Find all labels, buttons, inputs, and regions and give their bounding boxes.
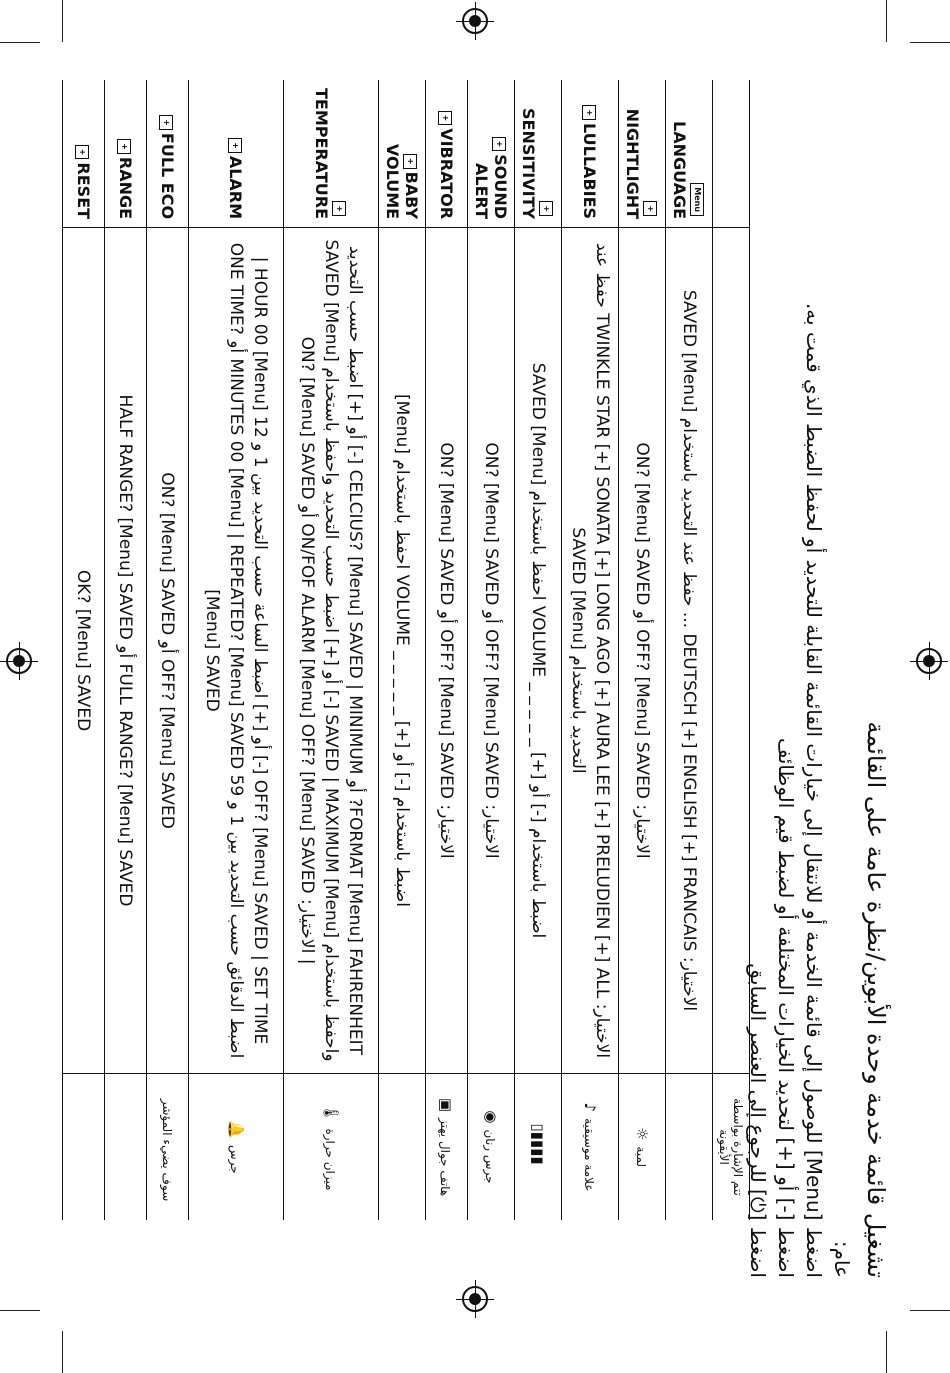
instruction-line-1: اضغط [Menu] للوصول إلى قائمة الخدمة أو للانتقال إلى خيارات القائمة القابلة للتحديد أو لحفظ الضبط الذي قمت به. [802,302,826,1278]
row-icon-label: علامة موسيقية [582,1118,596,1192]
intro-label: عام: [830,1240,854,1278]
row-icon-label: ميزان حرارة [323,1128,337,1191]
row-description: OFF? [Menu] SAVED | SET TIME [-] أو [+] اضبط الساعة حسب التحديد بين 1 و 12 HOUR 00 [Menu] | اضبط الدقائق حسب التحديد بين 1 و 59 MINUTES 00 [Menu] | REPEATED? [Menu] SAVED أو ONE TIME? [Menu] SAVED [189,228,284,1074]
function-label: SENSITIVITY [519,108,538,220]
table-row [468,80,515,1220]
row-icon-cell [147,1074,189,1221]
row-icon: ☼ [633,1126,651,1141]
row-icon: ▣ [437,1097,456,1112]
row-function-name [147,80,189,228]
row-icon: ▮▮▮▮▯ [529,1123,547,1165]
key-marker: + [404,154,418,169]
row-description: الاختيار: TWINKLE STAR [+] SONATA [+] LONG AGO [+] AURA LEE [+] PRELUDIEN [+] ALL حفظ عند التحديد باستخدام [Menu] SAVED [562,228,619,1074]
row-function-name [619,80,666,228]
row-icon: ♪ [581,1102,599,1113]
table-row [284,80,379,1220]
function-label: LANGUAGE [670,121,689,220]
row-function-name [666,80,713,228]
row-icon-cell [284,1074,379,1221]
row-function-name [284,80,379,228]
instruction-line-3: اضغط [⏻] للرجوع إلى العنصر السابق [746,963,770,1278]
row-icon-cell [562,1074,619,1221]
row-icon-label: لمبة [634,1146,648,1168]
row-icon-cell [189,1074,284,1221]
function-label: VIBRATOR [437,128,456,220]
row-icon: ◉ [482,1110,500,1124]
page-title: تشغيل قائمة خدمة وحدة الأبوين/نظرة عامة على القائمة [862,721,890,1278]
row-icon-cell [619,1074,666,1221]
row-icon-cell [63,1074,105,1221]
row-icon-cell [426,1074,468,1221]
row-function-name [379,80,426,228]
key-marker: Menu [691,183,705,216]
key-marker: + [493,137,507,152]
icon-column-header: تتم الإشارة بواسطة الأيقونة [713,1074,750,1221]
desc-column-header [713,228,750,1074]
row-icon-cell [666,1074,713,1221]
table-row [105,80,147,1220]
function-label: BABY VOLUME [383,143,421,220]
key-marker: + [644,201,658,216]
instruction-line-2: اضغط [-] أو [+] لتحديد الخيارات المختلفة أو لضبط قيم الوظائف [774,738,798,1278]
row-description: اضبط باستخدام [-] أو [+] _ _ _ _ _ VOLUME احفظ باستخدام [Menu] SAVED [515,228,562,1074]
key-marker: + [228,138,242,153]
row-description: الاختيار: DEUTSCH [+] ENGLISH [+] FRANCAIS ... حفظ عند التحديد باستخدام [Menu] SAVED [666,228,713,1074]
row-icon-label: جرس [228,1145,242,1174]
key-marker: + [439,111,453,126]
row-description: FORMAT [Menu] FAHRENHEIT? أو CELCIUS? [Menu] SAVED | MINIMUM [-] أو [+] اضبط حسب التحديد واحفظ باستخدام [Menu] SAVED | MAXIMUM [-] أو [+] اضبط حسب التحديد واحفظ باستخدام [Menu] SAVED | الاختيار: ON/FOF ALARM [Menu] OFF? [Menu] SAVED أو ON? [Menu] SAVED [284,228,379,1074]
row-icon-label: جرس رنان [483,1129,497,1184]
function-label: NIGHTLIGHT [623,108,642,220]
row-description: FULL RANGE? [Menu] SAVED أو HALF RANGE? [Menu] SAVED [105,228,147,1074]
row-function-name [63,80,105,228]
table-row [63,80,105,1220]
key-marker: + [582,105,596,120]
key-marker: + [333,201,347,216]
key-marker: + [540,201,554,216]
function-label: TEMPERATURE [312,88,331,220]
function-label: LULLABIES [580,123,600,220]
row-function-name [189,80,284,228]
table-header-row [713,80,750,1220]
row-description: الاختيار: OFF? [Menu] SAVED أو ON? [Menu] SAVED [426,228,468,1074]
header [744,128,890,1278]
table-row [147,80,189,1220]
row-description: OFF? [Menu] SAVED أو ON? [Menu] SAVED [147,228,189,1074]
row-function-name [562,80,619,228]
row-icon-label: هاتف جوال يهتز [438,1118,453,1197]
table-row [666,80,713,1220]
table-row [189,80,284,1220]
row-icon-label: سوف يضيء المؤشر [160,1098,175,1202]
function-label: RESET [74,162,93,220]
function-label: SOUND ALERT [472,154,510,220]
table-row [426,80,468,1220]
function-label: ALARM [226,155,246,220]
function-column-header [713,80,750,228]
row-icon-cell [468,1074,515,1221]
row-icon-cell [515,1074,562,1221]
menu-overview-table [62,80,750,1220]
row-icon-cell [105,1074,147,1221]
row-description: الاختيار: OFF? [Menu] SAVED أو ON? [Menu] SAVED [468,228,515,1074]
row-icon: 🌡 [322,1103,340,1123]
row-description: اضبط باستخدام [-] أو [+] _ _ _ _ _ VOLUME احفظ باستخدام [Menu] [379,228,426,1074]
table-row [379,80,426,1220]
row-icon-cell [379,1074,426,1221]
key-marker: + [76,145,90,160]
row-function-name [515,80,562,228]
row-icon: 🔔 [227,1120,245,1139]
key-marker: + [160,115,174,130]
row-function-name [105,80,147,228]
table-row [619,80,666,1220]
table-row [562,80,619,1220]
row-description: الاختيار: OFF? [Menu] SAVED أو ON? [Menu] SAVED [619,228,666,1074]
row-description: OK? [Menu] SAVED [63,228,105,1074]
row-function-name [468,80,515,228]
table-row [515,80,562,1220]
function-label: RANGE [116,156,135,220]
key-marker: + [118,139,132,154]
function-label: FULL ECO [158,132,177,220]
row-function-name [426,80,468,228]
